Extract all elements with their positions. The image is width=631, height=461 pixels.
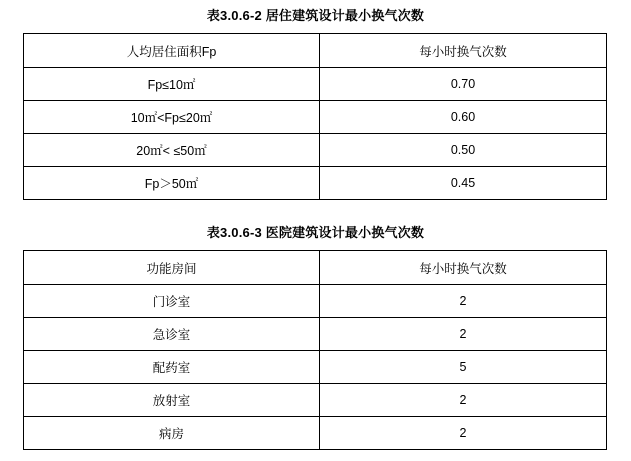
cell-area: Fp＞50㎡ [24,167,320,200]
table-header-row [24,34,607,68]
table-row [24,167,607,200]
cell-rate: 0.60 [320,101,607,134]
cell-room: 急诊室 [24,318,320,351]
cell-area: 10㎡<Fp≤20㎡ [24,101,320,134]
cell-room: 配药室 [24,351,320,384]
cell-area: Fp≤10㎡ [24,68,320,101]
cell-room: 放射室 [24,384,320,417]
table-row [24,285,607,318]
table-header-row [24,251,607,285]
table-row [24,417,607,450]
table-header-cell-rate: 每小时换气次数 [320,251,607,285]
cell-rate: 2 [320,285,607,318]
residential-air-change-table [23,33,607,200]
cell-rate: 2 [320,417,607,450]
table-title-hospital: 表3.0.6-3 医院建筑设计最小换气次数 [206,225,425,240]
table-block-residential [0,0,631,200]
table-row [24,68,607,101]
cell-rate: 2 [320,384,607,417]
cell-rate: 2 [320,318,607,351]
cell-rate: 0.50 [320,134,607,167]
table-row [24,384,607,417]
table-header-cell-area: 人均居住面积Fp [24,34,320,68]
cell-rate: 0.45 [320,167,607,200]
table-row [24,351,607,384]
cell-rate: 0.70 [320,68,607,101]
table-block-hospital [0,225,631,450]
cell-rate: 5 [320,351,607,384]
table-header-cell-room: 功能房间 [24,251,320,285]
cell-area: 20㎡< ≤50㎡ [24,134,320,167]
table-row [24,318,607,351]
hospital-air-change-table [23,250,607,450]
table-row [24,101,607,134]
cell-room: 门诊室 [24,285,320,318]
table-header-cell-rate: 每小时换气次数 [320,34,607,68]
table-row [24,134,607,167]
table-title-residential: 表3.0.6-2 居住建筑设计最小换气次数 [206,8,425,23]
cell-room: 病房 [24,417,320,450]
